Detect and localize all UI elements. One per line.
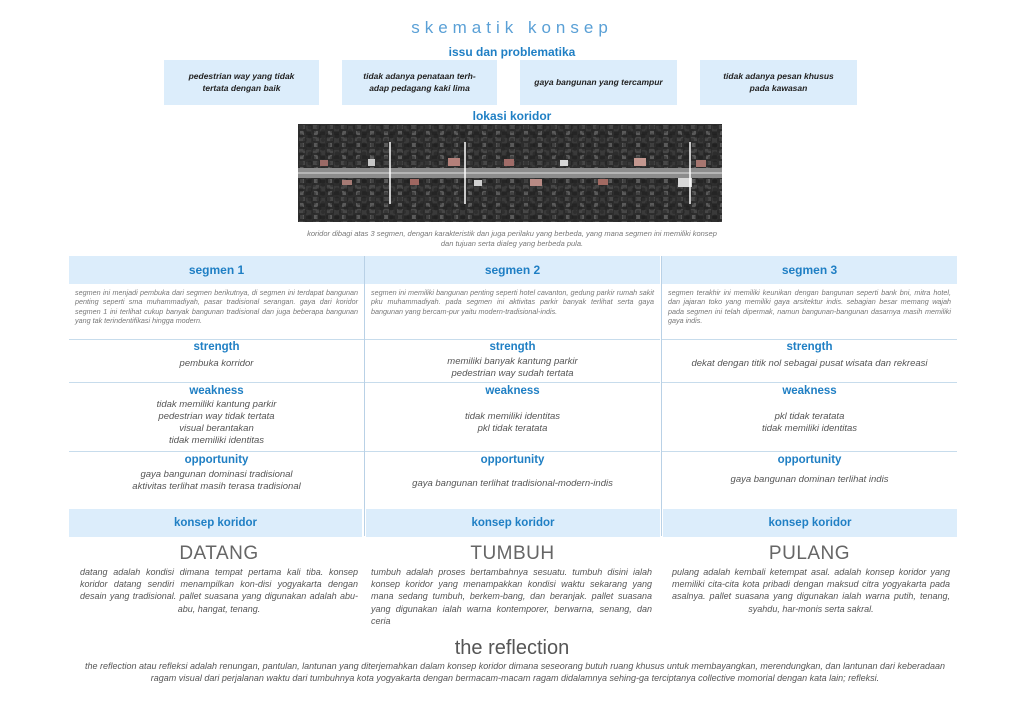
konsep-text-datang: datang adalah kondisi dimana tempat pertama kali tiba. konsep koridor datang sendiri menampilkan kon-disi yogyakarta dengan desain yang tradisional. pallet suasana yang digunakan adalah abu-abu, hangat, tenang. (80, 567, 358, 614)
konsep-koridor-label-2: konsep koridor (366, 509, 660, 537)
segment-title: segmen 3 (662, 256, 957, 284)
segment-title: segmen 1 (69, 256, 364, 284)
divider (69, 451, 364, 452)
divider (365, 451, 660, 452)
opportunity-item: gaya bangunan terlihat tradisional-modern-indis (412, 478, 613, 489)
strength-item: memiliki banyak kantung parkir (447, 356, 578, 367)
issue-box-2: tidak adanya penataan terh-adap pedagang kaki lima (342, 60, 497, 105)
weakness-item: tidak memiliki identitas (168, 435, 265, 446)
segment-description: segmen ini menjadi pembuka dari segmen berikutnya, di segmen ini terdapat bangunan penting seperti sma muhammadiyah, pasar tradisional serangan. gaya dari koridor segmen 1 ini terlihat cukup banyak bangunan tradisional dan juga beberapa bangunan yang tak terindentifikasi hingga modern. (75, 288, 358, 326)
reflection-text: the reflection atau refleksi adalah renungan, pantulan, lantunan yang diterjemahkan dalam konsep koridor dimana seseorang butuh ruang khusus untuk membayangkan, merendungkan, dan lantunan dari keberadaan ragam visual dari perjalanan waktu dari tumbuhnya kota yogyakarta dengan bermacam-macam ragam didalamnya sehing-ga terciptanya collective momorial dengan kata lain; refleksi. (84, 661, 946, 683)
weakness-item: tidak memiliki identitas (464, 411, 561, 422)
divider (662, 451, 957, 452)
weakness-item: pedestrian way tidak tertata (158, 411, 275, 422)
konsep-text-tumbuh: tumbuh adalah proses bertambahnya sesuatu. tumbuh disini ialah konsep koridor yang menampakkan kondisi waktu sekarang yang mana sedang tumbuh, berkem-bang, dan beranjak. pallet suasana yang digunakan ialah warna kontemporer, berwarna, senang, dan ceria (371, 567, 652, 626)
corridor-aerial-map (298, 124, 722, 222)
weakness-item: pkl tidak teratata (477, 423, 548, 434)
strength-heading: strength (489, 341, 536, 353)
opportunity-item: aktivitas terlihat masih terasa tradisional (132, 481, 301, 492)
weakness-heading: weakness (189, 385, 244, 397)
weakness-item: tidak memiliki kantung parkir (156, 399, 277, 410)
konsep-text-pulang: pulang adalah kembali ketempat asal. adalah konsep koridor yang memiliki cita-cita kota pribadi dengan maksud citra yogyakarta pada asalnya. pallet suasana yang digunakan ialah warna putih, tenang, syahdu, har-monis serta sakral. (672, 567, 950, 614)
weakness-item: visual berantakan (179, 423, 254, 434)
segment-description: segmen terakhir ini memiliki keunikan dengan bangunan seperti bank bni, mitra hotel, dan jajaran toko yang memiliki gaya arsitektur indis. sebagian besar memang wajah pada segmen ini telah dipermak, namun bangunan-bangunan dasarnya masih memiliki gaya indis. (668, 288, 951, 326)
issue-box-4: tidak adanya pesan khusus pada kawasan (700, 60, 857, 105)
map-caption: koridor dibagi atas 3 segmen, dengan karakteristik dan juga perilaku yang berbeda, yang mana segmen ini memiliki konsep dan tujuan serta dialeg yang berbeda pula. (307, 229, 717, 249)
strength-item: pedestrian way sudah tertata (451, 368, 574, 379)
strength-heading: strength (193, 341, 240, 353)
issu-heading: issu dan problematika (448, 45, 576, 59)
segment-column-3 (662, 256, 957, 486)
opportunity-item: gaya bangunan dominan terlihat indis (730, 474, 889, 485)
weakness-item: tidak memiliki identitas (761, 423, 858, 434)
segment-column-2 (365, 256, 660, 490)
segment-description: segmen ini memiliki bangunan penting seperti hotel cavanton, gedung parkir rumah sakit pku muhammadiyah. pada segmen ini aktivitas parkir banyak terlihat serta gaya bangunan yang bercam-pur yaitu modern-tradisional-indis. (371, 288, 654, 316)
divider (662, 382, 957, 383)
page-title: skematik konsep (411, 18, 613, 37)
weakness-item: pkl tidak teratata (774, 411, 845, 422)
issue-box-3: gaya bangunan yang tercampur (520, 60, 677, 105)
reflection-title: the reflection (454, 637, 570, 659)
issue-box-1: pedestrian way yang tidak tertata dengan baik (164, 60, 319, 105)
divider (69, 382, 364, 383)
strength-heading: strength (786, 341, 833, 353)
aerial-photo (298, 124, 722, 222)
konsep-koridor-label-1: konsep koridor (69, 509, 362, 537)
lokasi-heading: lokasi koridor (472, 109, 552, 123)
strength-item: pembuka korridor (179, 358, 254, 369)
weakness-heading: weakness (782, 385, 837, 397)
weakness-heading: weakness (485, 385, 540, 397)
konsep-word-pulang: PULANG (768, 543, 851, 564)
divider (365, 382, 660, 383)
segment-column-1 (69, 256, 364, 493)
opportunity-item: gaya bangunan dominasi tradisional (140, 469, 293, 480)
konsep-word-datang: DATANG (179, 543, 259, 564)
column-divider (364, 256, 365, 536)
opportunity-heading: opportunity (777, 454, 842, 466)
segment-title: segmen 2 (365, 256, 660, 284)
konsep-koridor-label-3: konsep koridor (663, 509, 957, 537)
column-divider (661, 256, 662, 536)
opportunity-heading: opportunity (480, 454, 545, 466)
opportunity-heading: opportunity (184, 454, 249, 466)
strength-item: dekat dengan titik nol sebagai pusat wisata dan rekreasi (691, 358, 928, 369)
konsep-word-tumbuh: TUMBUH (470, 543, 555, 564)
